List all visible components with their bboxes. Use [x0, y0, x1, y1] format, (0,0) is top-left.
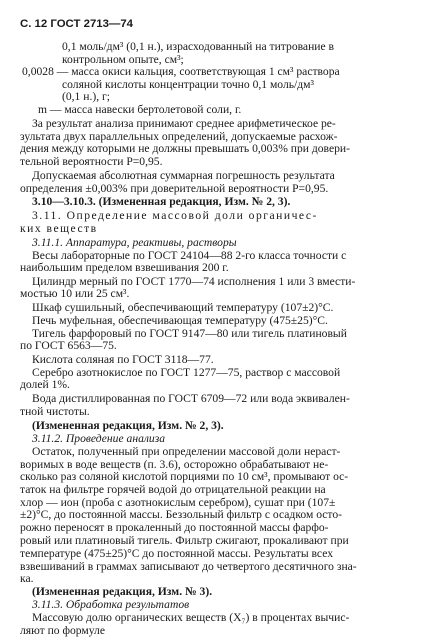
- text-line: Серебро азотнокислое по ГОСТ 1277—75, раствор с массовой: [32, 366, 341, 380]
- text-line: Допускаемая абсолютная суммарная погрешность результата: [32, 169, 335, 183]
- text-line: таток на фильтре горячей водой до отрицательной реакции на: [20, 483, 326, 496]
- text-line: (0,1 н.), г;: [62, 89, 110, 103]
- subsection-heading: 3.11.2. Проведение анализа: [32, 431, 166, 445]
- text-line: зультата двух параллельных определений, допускаемые расхож-: [20, 130, 338, 143]
- text-line: Печь муфельная, обеспечивающая температуру (475±25)°С.: [32, 314, 328, 327]
- text-line: определения ±0,003% при доверительной вероятности P=0,95.: [20, 182, 329, 196]
- text-line: тной чистоты.: [20, 404, 90, 418]
- text-line: по ГОСТ 6563—75.: [20, 339, 117, 353]
- amendment-note: (Измененная редакция, Изм. № 2, 3).: [32, 418, 224, 432]
- text-line: рожно переносят в прокаленный до постоянной массы фарфо-: [20, 521, 329, 535]
- subsection-heading: 3.11.3. Обработка результатов: [32, 597, 190, 611]
- text-line: 0,0028 — масса окиси кальция, соответствующая 1 см³ раствора: [22, 64, 340, 78]
- text-line: сколько раз соляной кислотой порциями по 10 см³, промывают ос-: [20, 469, 349, 483]
- text-line: Кислота соляная по ГОСТ 3118—77.: [32, 353, 214, 367]
- text-line: За результат анализа принимают среднее арифметическое ре-: [32, 116, 336, 130]
- text-line: Шкаф сушильный, обеспечивающий температуру (107±2)°С.: [32, 300, 334, 314]
- text-line: взвешиваний в граммах записывают до четвертого десятичного зна-: [20, 559, 357, 573]
- page-header: С. 12 ГОСТ 2713—74: [20, 18, 134, 30]
- text-line: соляной кислоты концентрации точно 0,1 моль/дм³: [62, 77, 314, 91]
- text-line: долей 1%.: [20, 378, 70, 392]
- text-line: Массовую долю органических веществ (X₇) в процентах вычис-: [32, 610, 350, 624]
- text-line: дения между которыми не должны превышать 0,003% при довери-: [20, 142, 350, 156]
- text-line: ка.: [20, 571, 34, 585]
- text-line: хлор — ион (проба с азотнокислым серебром), сушат при (107±: [20, 496, 336, 510]
- text-line: m — масса навески бертолетовой соли, г.: [38, 102, 242, 116]
- text-line: воримых в воде веществ (п. 3.6), осторожно обрабатывают не-: [20, 457, 329, 471]
- text-line: Цилиндр мерный по ГОСТ 1770—74 исполнения 1 или 3 вмести-: [32, 274, 356, 288]
- text-line: Остаток, полученный при определении массовой доли нераст-: [32, 444, 341, 458]
- text-line: мостью 10 или 25 см³.: [20, 286, 130, 300]
- text-line: ±2)°С, до постоянной массы. Беззольный фильтр с осадком осто-: [20, 508, 342, 522]
- text-line: Весы лабораторные по ГОСТ 24104—88 2-го класса точности с: [32, 248, 347, 262]
- text-line: тельной вероятности P=0,95.: [20, 155, 163, 169]
- text-line: 0,1 моль/дм³ (0,1 н.), израсходованный на титрование в: [62, 40, 335, 54]
- section-heading: 3.11. Определение массовой доли органичес-: [32, 209, 318, 223]
- text-line: Тигель фарфоровый по ГОСТ 9147—80 или тигель платиновый: [32, 327, 347, 340]
- text-line: наибольшим пределом взвешивания 200 г.: [20, 260, 229, 274]
- subsection-heading: 3.11.1. Аппаратура, реактивы, растворы: [32, 235, 237, 249]
- text-line: ровый или платиновый тигель. Фильтр сжигают, прокаливают при: [20, 534, 349, 548]
- amendment-note: (Измененная редакция, Изм. № 3).: [32, 584, 213, 598]
- text-line: температуре (475±25)°С до постоянной массы. Результаты всех: [20, 546, 334, 560]
- text-line: Вода дистиллированная по ГОСТ 6709—72 или вода эквивален-: [32, 392, 350, 406]
- amendment-note: 3.10—3.10.3. (Измененная редакция, Изм. № 2, 3).: [32, 195, 291, 209]
- text-line: ляют по формуле: [20, 624, 105, 637]
- section-heading: ких веществ: [20, 221, 98, 235]
- text-line: контрольном опыте, см³;: [62, 52, 184, 66]
